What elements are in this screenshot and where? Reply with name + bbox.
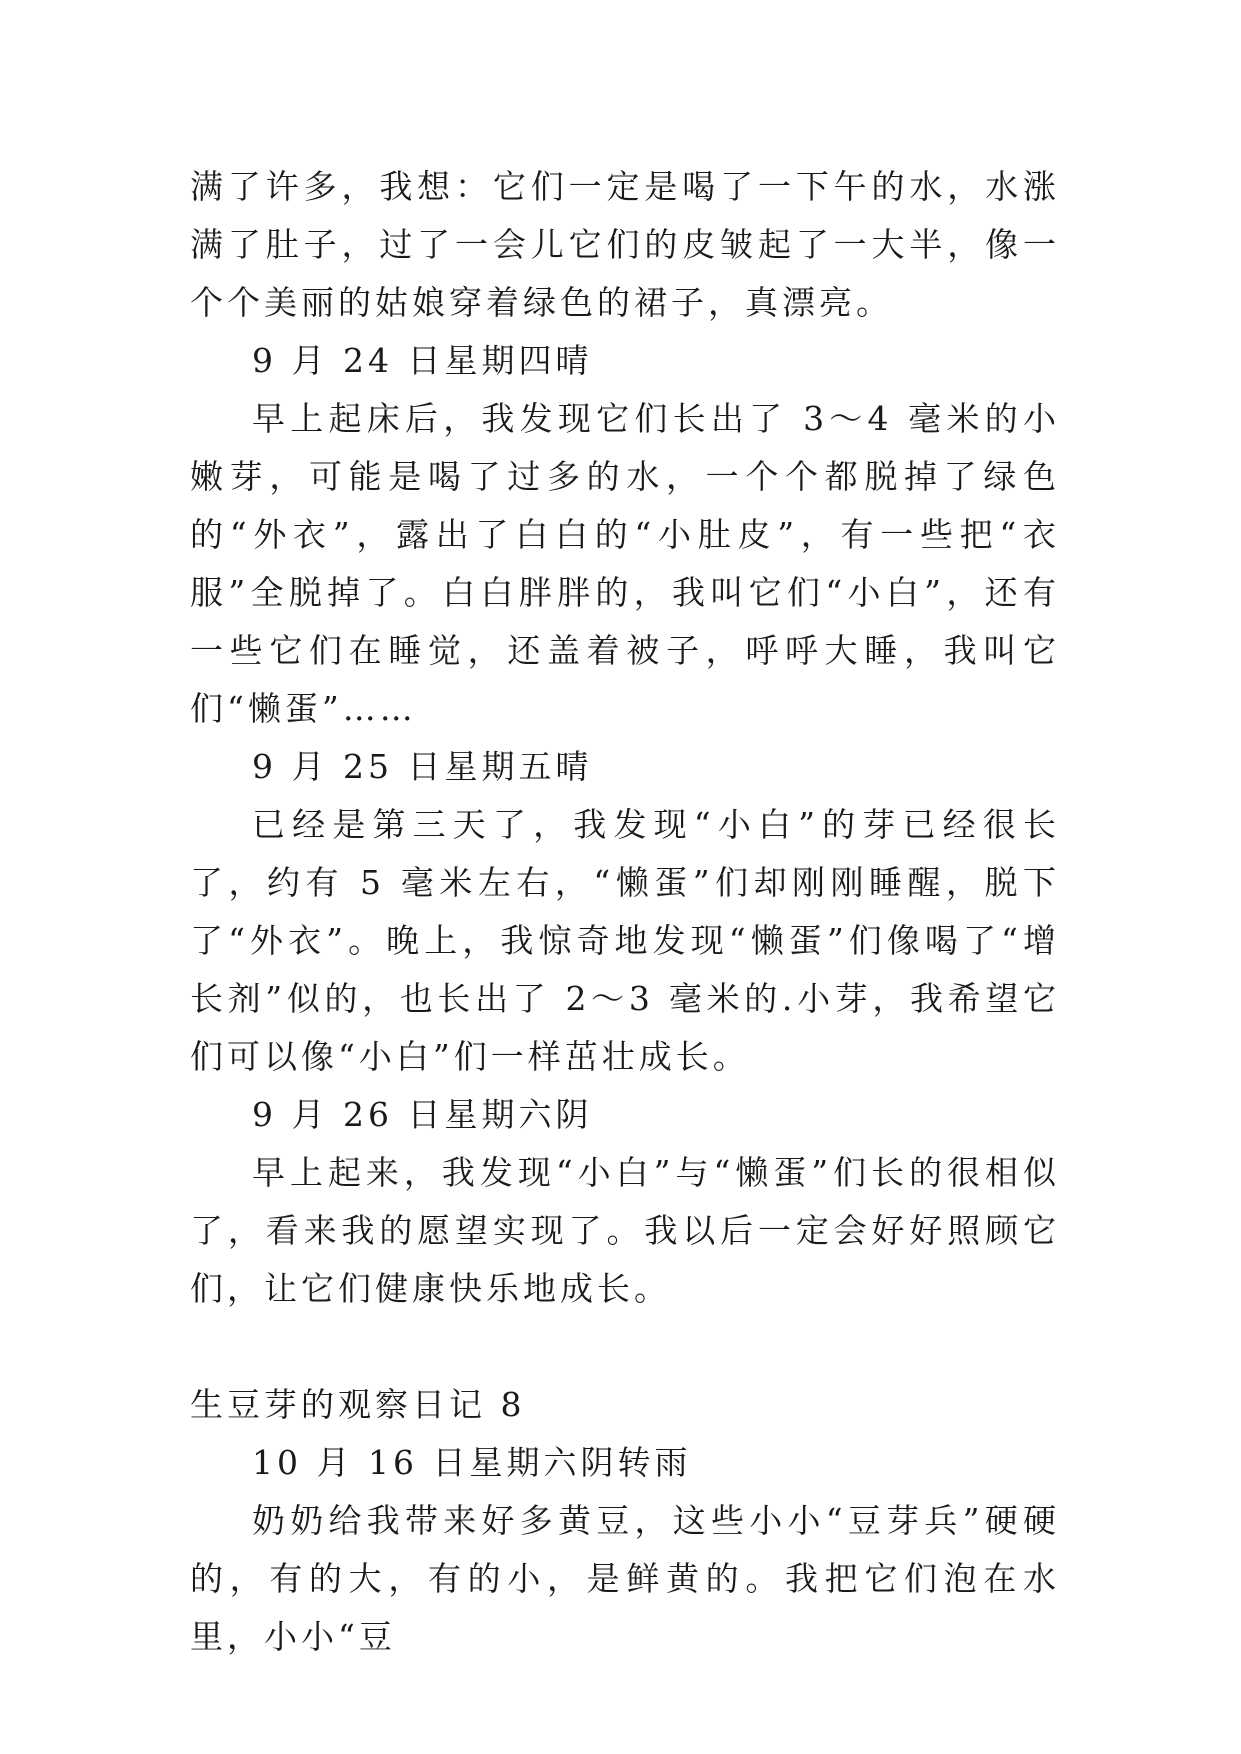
- section-title: 生豆芽的观察日记 8: [190, 1385, 526, 1424]
- diary-date-sep-25: 9 月 25 日星期五晴: [252, 747, 593, 786]
- paragraph-sep-25: 已经是第三天了，我发现“小白”的芽已经很长了，约有 5 毫米左右，“懒蛋”们却刚刚睡醒，脱下了“外衣”。晚上，我惊奇地发现“懒蛋”们像喝了“增长剂”似的，也长出了 2～3 毫米的.小芽，我希望它们可以像“小白”们一样茁壮成长。: [190, 805, 1060, 1076]
- paragraph-sep-24: 早上起床后，我发现它们长出了 3～4 毫米的小嫩芽，可能是喝了过多的水，一个个都脱掉了绿色的“外衣”，露出了白白的“小肚皮”，有一些把“衣服”全脱掉了。白白胖胖的，我叫它们“小白”，还有一些它们在睡觉，还盖着被子，呼呼大睡，我叫它们“懒蛋”……: [190, 399, 1060, 728]
- paragraph-oct-16: 奶奶给我带来好多黄豆，这些小小“豆芽兵”硬硬的，有的大，有的小，是鲜黄的。我把它们泡在水里，小小“豆: [190, 1501, 1060, 1656]
- diary-date-sep-26: 9 月 26 日星期六阴: [252, 1095, 593, 1134]
- diary-date-oct-16: 10 月 16 日星期六阴转雨: [252, 1443, 692, 1482]
- section-spacer: [190, 1318, 1060, 1376]
- paragraph-sep-26: 早上起来，我发现“小白”与“懒蛋”们长的很相似了，看来我的愿望实现了。我以后一定会好好照顾它们，让它们健康快乐地成长。: [190, 1153, 1060, 1308]
- paragraph-continued: 满了许多，我想：它们一定是喝了一下午的水，水涨满了肚子，过了一会儿它们的皮皱起了一大半，像一个个美丽的姑娘穿着绿色的裙子，真漂亮。: [190, 167, 1060, 322]
- diary-date-sep-24: 9 月 24 日星期四晴: [252, 341, 593, 380]
- document-body: [190, 158, 1060, 1666]
